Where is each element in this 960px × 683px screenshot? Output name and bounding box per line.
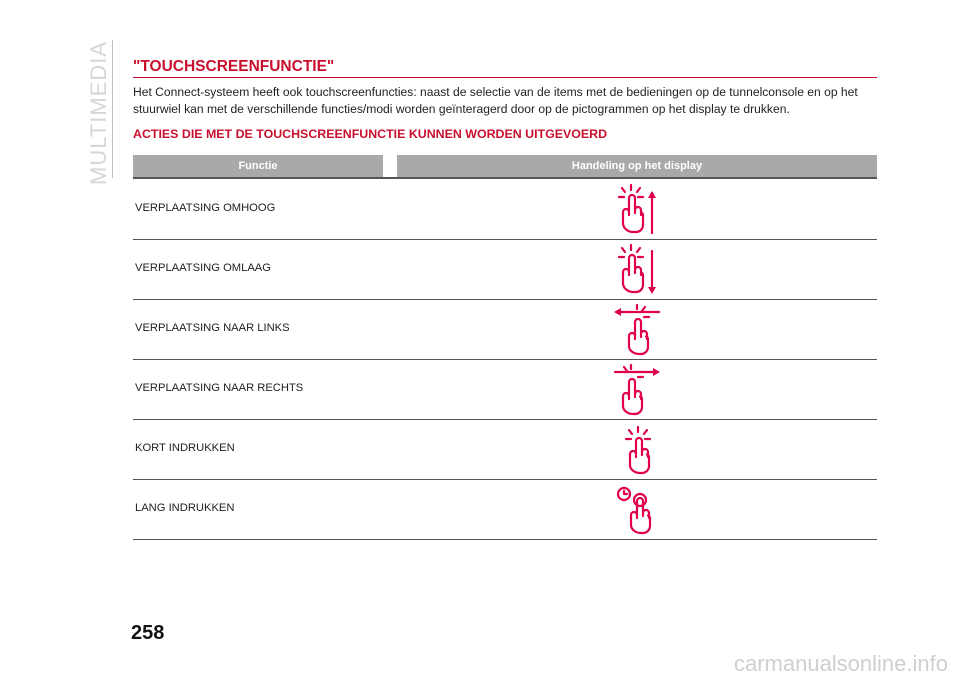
row-label: VERPLAATSING OMHOOG [135,202,276,214]
header-display-action: Handeling op het display [397,155,877,177]
table-row [133,239,877,300]
table-row [133,479,877,540]
table-row [133,179,877,240]
swipe-right-icon [611,363,667,417]
sidebar-section-label: MULTIMEDIA [86,40,111,185]
table-row [133,299,877,360]
table-row [133,359,877,420]
sidebar-divider [112,40,113,178]
row-label: VERPLAATSING NAAR RECHTS [135,382,304,394]
row-label: LANG INDRUKKEN [135,502,235,514]
swipe-down-icon [611,243,667,297]
page-number: 258 [131,622,165,644]
long-press-icon [611,483,667,537]
row-label: VERPLAATSING NAAR LINKS [135,322,290,334]
swipe-up-icon [611,183,667,237]
swipe-left-icon [611,303,667,357]
intro-paragraph: Het Connect-systeem heeft ook touchscreenfuncties: naast de selectie van de items met de bedieningen op de tunnelconsole en op het stuurwiel kan met de verschillende functies/modi worden geïnteragerd door op de pictogrammen op het display te drukken. [133,85,858,116]
header-function: Functie [133,155,383,177]
row-label: VERPLAATSING OMLAAG [135,262,271,274]
table-row [133,419,877,480]
title-rule [133,77,877,78]
row-label: KORT INDRUKKEN [135,442,235,454]
short-press-icon [611,423,667,477]
watermark: carmanualsonline.info [733,651,948,676]
table-title: ACTIES DIE MET DE TOUCHSCREENFUNCTIE KUNNEN WORDEN UITGEVOERD [133,127,608,141]
section-title: "TOUCHSCREENFUNCTIE" [133,58,335,75]
